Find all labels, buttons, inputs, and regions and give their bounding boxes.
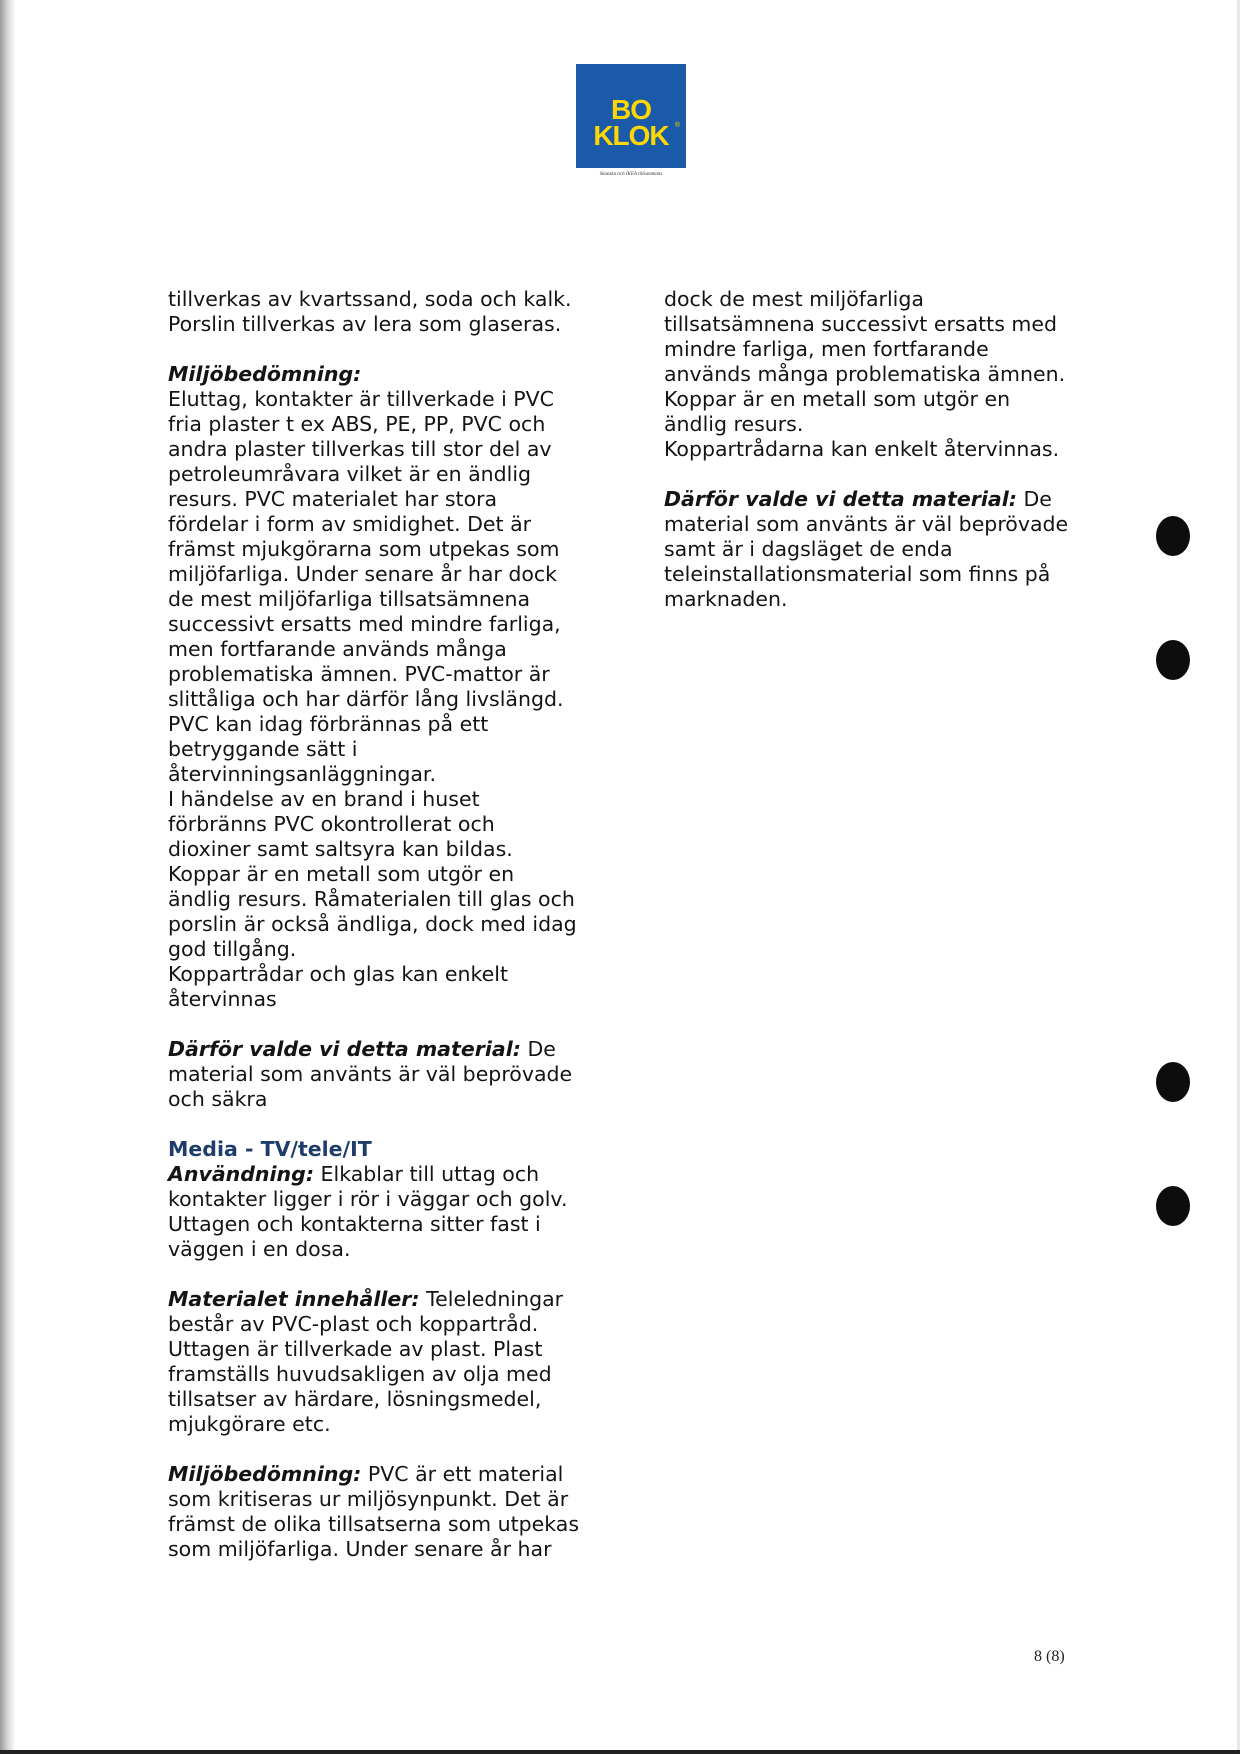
text-run: De [527,1037,556,1061]
text-line: Koppartrådar och glas kan enkelt [168,962,508,986]
text-line: mindre farliga, men fortfarande [664,337,989,361]
assessment2-paragraph [168,1462,598,1487]
text-line: tillsatsämnena successivt ersatts med [664,312,1058,336]
assessment2-heading: Miljöbedömning: [168,1462,362,1486]
text-line: material som använts är väl beprövade [664,512,1069,536]
text-line: fördelar i form av smidighet. Det är [168,512,532,536]
contains-heading: Materialet innehåller: [168,1287,420,1311]
text-line: används många problematiska ämnen. [664,362,1066,386]
usage-heading: Användning: [168,1162,315,1186]
text-line: material som använts är väl beprövade [168,1062,573,1086]
binder-hole-2 [1156,640,1190,680]
choice-heading: Därför valde vi detta material: [168,1037,521,1061]
boklok-logo-mark [576,64,686,168]
section-title-media: Media - TV/tele/IT [168,1137,372,1161]
text-line: Porslin tillverkas av lera som glaseras. [168,312,562,336]
text-line: och säkra [168,1087,268,1111]
text-line: Eluttag, kontakter är tillverkade i PVC [168,387,554,411]
choice-paragraph [664,487,1094,512]
text-line: marknaden. [664,587,788,611]
continued-paragraph [664,287,1094,462]
assessment-paragraph [168,387,598,1012]
text-line: ändlig resurs. Råmaterialen till glas och [168,887,575,911]
text-line: samt är i dagsläget de enda [664,537,953,561]
text-line: främst de olika tillsatserna som utpekas [168,1512,580,1536]
binder-hole-3 [1156,1062,1190,1102]
logo-word-bo: BO [611,94,651,125]
text-line: tillsatser av härdare, lösningsmedel, [168,1387,542,1411]
text-line: ändlig resurs. [664,412,804,436]
text-line: problematiska ämnen. PVC-mattor är [168,662,550,686]
left-column [168,287,598,1562]
text-line: återvinningsanläggningar. [168,762,436,786]
company-logo [568,64,694,177]
text-line: kontakter ligger i rör i väggar och golv. [168,1187,568,1211]
text-line: successivt ersatts med mindre farliga, [168,612,561,636]
text-line: Koppar är en metall som utgör en [168,862,515,886]
text-line: slittåliga och har därför lång livslängd. [168,687,564,711]
text-line: främst mjukgörarna som utpekas som [168,537,560,561]
text-run: PVC är ett material [367,1462,564,1486]
text-run: Elkablar till uttag och [320,1162,540,1186]
text-line: Koppartrådarna kan enkelt återvinnas. [664,437,1060,461]
choice-paragraph [168,1037,598,1062]
choice-heading: Därför valde vi detta material: [664,487,1017,511]
text-line: väggen i en dosa. [168,1237,351,1261]
intro-paragraph [168,287,598,337]
text-line: Koppar är en metall som utgör en [664,387,1011,411]
text-line: mjukgörare etc. [168,1412,331,1436]
text-line: I händelse av en brand i huset [168,787,480,811]
text-line: återvinnas [168,987,277,1011]
text-line: Uttagen och kontakterna sitter fast i [168,1212,541,1236]
text-line: porslin är också ändliga, dock med idag [168,912,577,936]
logo-registered-mark: ® [674,122,680,129]
text-line: Uttagen är tillverkade av plast. Plast [168,1337,543,1361]
text-line: god tillgång. [168,937,297,961]
text-line: andra plaster tillverkas till stor del av [168,437,552,461]
text-line: tillverkas av kvartssand, soda och kalk. [168,287,572,311]
text-line: betryggande sätt i [168,737,358,761]
text-line: resurs. PVC materialet har stora [168,487,498,511]
binder-hole-1 [1156,516,1190,556]
contains-paragraph [168,1287,598,1312]
scan-shadow-left [0,0,16,1754]
text-line: petroleumråvara vilket är en ändlig [168,462,532,486]
text-line: består av PVC-plast och koppartråd. [168,1312,539,1336]
scan-shadow-bottom [0,1750,1240,1754]
right-column [664,287,1094,612]
text-line: de mest miljöfarliga tillsatsämnena [168,587,531,611]
text-line: PVC kan idag förbrännas på ett [168,712,489,736]
text-line: som kritiseras ur miljösynpunkt. Det är [168,1487,569,1511]
text-line: dioxiner samt saltsyra kan bildas. [168,837,513,861]
text-run: Teleledningar [426,1287,564,1311]
text-line: framställs huvudsakligen av olja med [168,1362,552,1386]
logo-tagline: Skanska och IKEA tillsammans [599,172,663,177]
text-line: som miljöfarliga. Under senare år har [168,1537,552,1561]
assessment-heading: Miljöbedömning: [168,362,362,386]
binder-hole-4 [1156,1186,1190,1226]
text-line: dock de mest miljöfarliga [664,287,924,311]
text-run: De [1023,487,1052,511]
text-line: miljöfarliga. Under senare år har dock [168,562,558,586]
text-line: förbränns PVC okontrollerat och [168,812,495,836]
text-line: men fortfarande används många [168,637,507,661]
logo-word-klok: KLOK [593,120,669,151]
text-line: teleinstallationsmaterial som finns på [664,562,1051,586]
page-number: 8 (8) [1034,1648,1065,1665]
usage-paragraph [168,1162,598,1187]
text-line: fria plaster t ex ABS, PE, PP, PVC och [168,412,546,436]
